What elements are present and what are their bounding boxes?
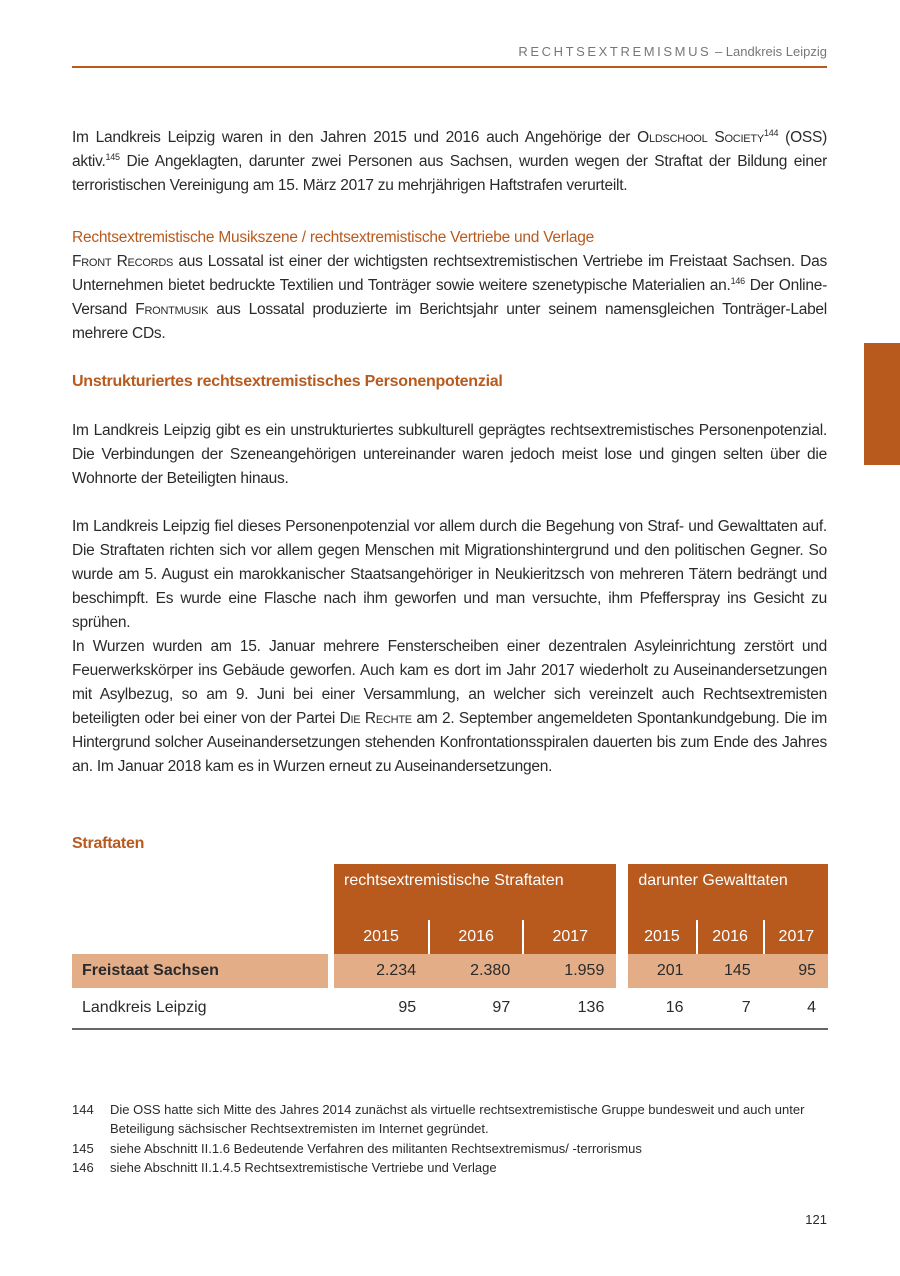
group-header: darunter Gewalttaten xyxy=(628,864,828,920)
year-header: 2017 xyxy=(522,920,616,954)
year-header: 2017 xyxy=(763,920,828,954)
year-header: 2015 xyxy=(628,920,695,954)
footnote-ref[interactable]: 144 xyxy=(763,128,779,138)
header-subsection: – Landkreis Leipzig xyxy=(714,44,827,59)
table-row: Freistaat Sachsen 2.234 2.380 1.959 201 145 95 xyxy=(72,954,828,988)
footnote-ref[interactable]: 145 xyxy=(105,152,120,162)
footnote: 144 Die OSS hatte sich Mitte des Jahres 2014 zunächst als virtuelle rechtsextremistische Gruppe bundesweit und auch unter Beteiligung sächsischer Rechtsextremisten im Internet gegründet. xyxy=(72,1102,805,1136)
year-header: 2016 xyxy=(696,920,763,954)
table-row: Landkreis Leipzig 95 97 136 16 7 4 xyxy=(72,988,828,1030)
header-rule xyxy=(72,66,827,68)
paragraph-music: Rechtsextremistische Musikszene / rechtsextremistische Vertriebe und Verlage Front Records aus Lossatal ist einer der wichtigsten rechtsextremistischen Vertriebe im Freistaat Sachsen. Das Unternehmen bietet bedruckte Textilien und Tonträger sowie weitere szenetypische Materialien an.$^{146}$ Der Online-Versand Frontmusik aus Lossatal produzierte im Berichtsjahr unter seinem namensgleichen Tonträger-Label mehrere CDs. xyxy=(72,229,828,342)
offences-table xyxy=(72,864,828,1030)
year-header: 2016 xyxy=(428,920,522,954)
paragraph-oss: Im Landkreis Leipzig waren in den Jahren 2015 und 2016 auch Angehörige der Oldschool Society$^{144}$ (OSS) aktiv.$^{145}$ Die Angeklagten, darunter zwei Personen aus Sachsen, wurden wegen der Straftat der Bildung einer terroristischen Vereinigung am 15. März 2017 zu mehrjährigen Haftstrafen verurteilt. xyxy=(72,128,827,194)
footnote: 145 siehe Abschnitt II.1.6 Bedeutende Verfahren des militanten Rechtsextremismus/ -terrorismus xyxy=(72,1141,642,1156)
year-header: 2015 xyxy=(334,920,428,954)
page-number: 121 xyxy=(805,1212,827,1227)
subheading-music: Rechtsextremistische Musikszene / rechtsextremistische Vertriebe und Verlage xyxy=(72,229,595,246)
table-title: Straftaten xyxy=(72,835,145,852)
running-header xyxy=(72,44,827,59)
chapter-tab-marker xyxy=(864,343,900,465)
footnote-ref[interactable]: 146 xyxy=(730,276,745,286)
header-section: RECHTSEXTREMISMUS xyxy=(518,44,712,59)
section-heading: Unstrukturiertes rechtsextremistisches Personenpotenzial xyxy=(72,373,503,390)
paragraph: Im Landkreis Leipzig fiel dieses Personenpotenzial vor allem durch die Begehung von Straf- und Gewalttaten auf. Die Straftaten richten sich vor allem gegen Menschen mit Migrationshintergrund und den politischen Gegner. So wurde am 5. August ein marokkanischer Staatsangehöriger in Neukieritzsch von mehreren Tätern bedrängt und beschimpft. Es wurde eine Flasche nach ihm geworfen und man versuchte, ihm Pfefferspray ins Gesicht zu sprühen. In Wurzen wurden am 15. Januar mehrere Fensterscheiben einer dezentralen Asyleinrichtung zerstört und Feuerwerkskörper ins Gebäude geworfen. Auch kam es dort im Jahr 2017 wiederholt zu Auseinandersetzungen mit Asylbezug, so am 9. Juni bei einer Versammlung, an welcher sich vereinzelt auch Rechtsextremisten beteiligten oder bei einer von der Partei Die Rechte am 2. September angemeldeten Spontankundgebung. Die im Hintergrund solcher Auseinandersetzungen stehenden Konfrontationsspiralen dauerten bis zum Ende des Jahres an. Im Januar 2018 kam es in Wurzen erneut zu Auseinandersetzungen. xyxy=(72,518,827,775)
footnote: 146 siehe Abschnitt II.1.4.5 Rechtsextremistische Vertriebe und Verlage xyxy=(72,1160,497,1175)
group-header: rechtsextremistische Straftaten xyxy=(334,864,616,920)
paragraph: Im Landkreis Leipzig gibt es ein unstrukturiertes subkulturell geprägtes rechtsextremistisches Personenpotenzial. Die Verbindungen der Szeneangehörigen untereinander waren jedoch meist lose und gingen selten über die Wohnorte der Beteiligten hinaus. xyxy=(72,422,827,487)
